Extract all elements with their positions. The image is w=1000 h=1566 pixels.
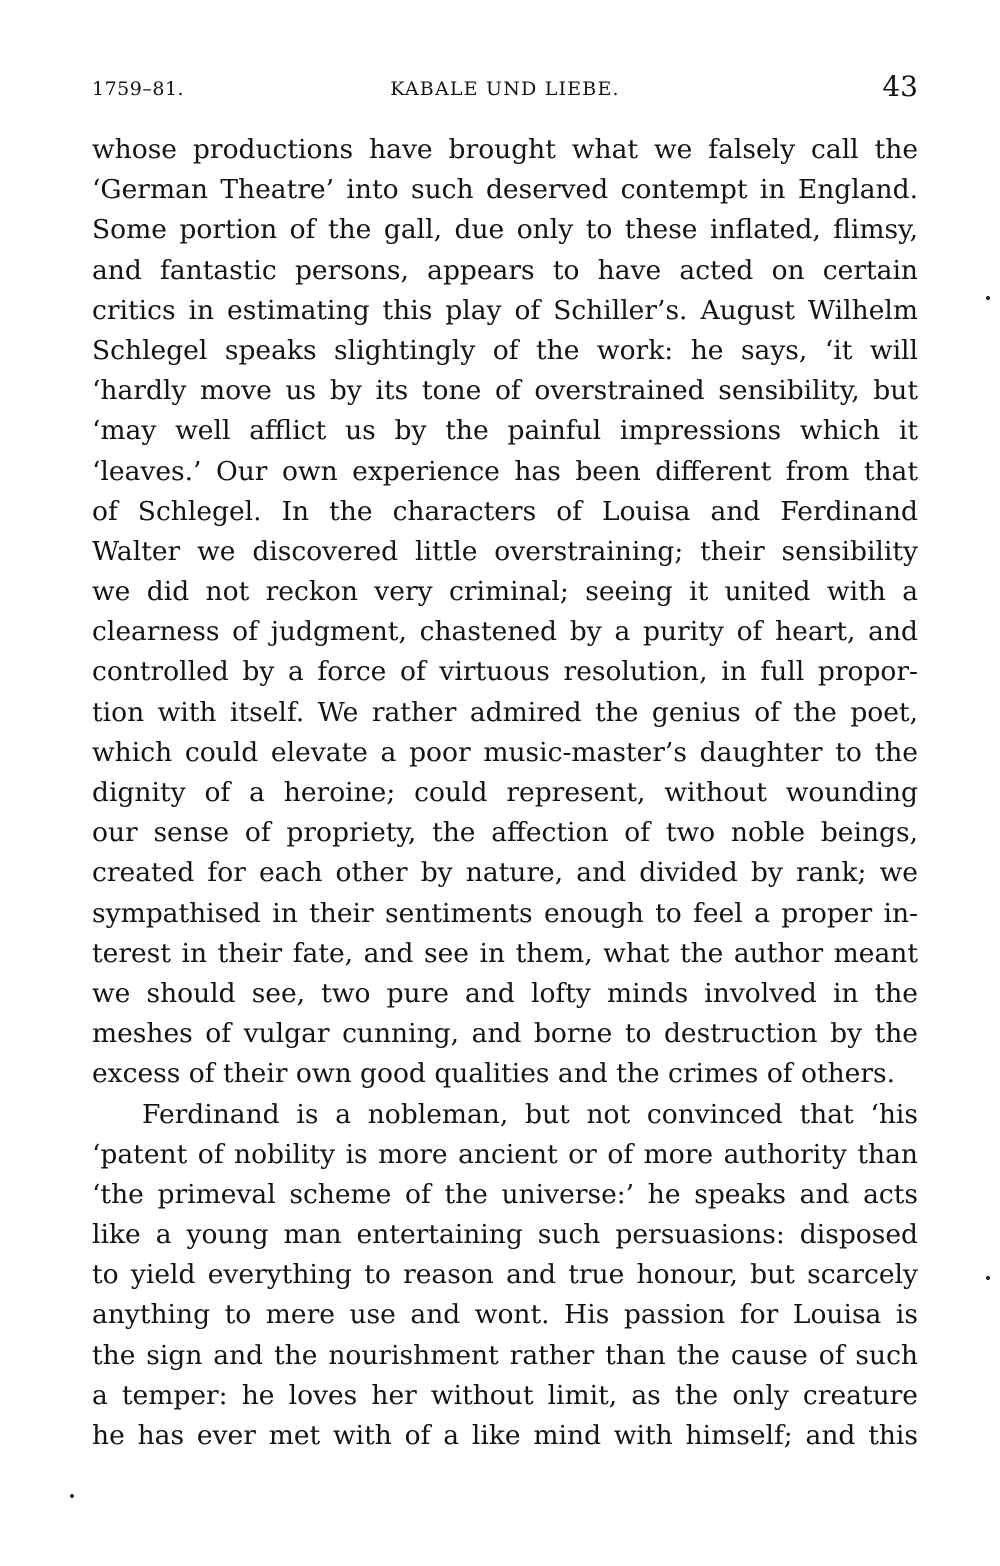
text-line: we should see, two pure and lofty minds involved in the [92,977,918,1009]
paragraph-2 [92,1095,918,1457]
text-line: created for each other by nature, and divided by rank; we [92,857,918,889]
page-number: 43 [882,70,918,103]
print-speck [986,1276,990,1280]
header-date-range: 1759–81. [92,78,185,100]
text-line: ‘the primeval scheme of the universe:’ he speaks and acts [92,1178,918,1210]
text-line: the sign and the nourishment rather than the cause of such [92,1339,918,1371]
header-title: KABALE UND LIEBE. [390,78,620,100]
text-line: which could elevate a poor music-master’s daughter to the [92,736,918,768]
text-line: ‘patent of nobility is more ancient or of more authority than [92,1138,918,1170]
print-speck [70,1494,74,1498]
running-header [92,72,918,102]
text-line: Ferdinand is a nobleman, but not convinced that ‘his [142,1098,918,1130]
text-line: like a young man entertaining such persuasions: disposed [92,1219,918,1251]
body-text [92,130,918,1456]
text-line: to yield everything to reason and true honour, but scarcely [92,1259,918,1291]
text-line: meshes of vulgar cunning, and borne to destruction by the [92,1018,918,1050]
text-line: we did not reckon very criminal; seeing it united with a [92,576,918,608]
text-line: Walter we discovered little overstraining; their sensibility [92,535,918,567]
text-line: critics in estimating this play of Schiller’s. August Wilhelm [92,294,918,326]
text-line: our sense of propriety, the affection of two noble beings, [92,817,918,849]
text-line: he has ever met with of a like mind with himself; and this [92,1420,918,1451]
text-line: terest in their fate, and see in them, what the author meant [92,937,918,969]
paragraph-1 [92,130,918,1095]
text-line: ‘hardly move us by its tone of overstrained sensibility, but [92,375,918,407]
text-line: controlled by a force of virtuous resolution, in full propor- [92,656,918,688]
text-line: dignity of a heroine; could represent, without wounding [92,777,918,808]
text-line: clearness of judgment, chastened by a purity of heart, and [92,616,918,648]
text-line: ‘may well afflict us by the painful impressions which it [92,415,918,447]
text-line: and fantastic persons, appears to have acted on certain [92,254,918,286]
text-line: tion with itself. We rather admired the genius of the poet, [92,696,918,728]
text-line: Some portion of the gall, due only to these inflated, flimsy, [92,214,918,246]
text-line: a temper: he loves her without limit, as the only creature [92,1379,918,1411]
text-line: anything to mere use and wont. His passion for Louisa is [92,1299,918,1331]
text-line: ‘German Theatre’ into such deserved contempt in England. [92,174,918,206]
text-line: whose productions have brought what we falsely call the [92,134,918,165]
text-line: ‘leaves.’ Our own experience has been different from that [92,455,918,487]
print-speck [986,296,990,300]
text-line: excess of their own good qualities and the crimes of others. [92,1058,896,1090]
text-line: of Schlegel. In the characters of Louisa and Ferdinand [92,495,918,527]
text-line: Schlegel speaks slightingly of the work: he says, ‘it will [92,334,918,366]
text-line: sympathised in their sentiments enough to feel a proper in- [92,897,918,929]
